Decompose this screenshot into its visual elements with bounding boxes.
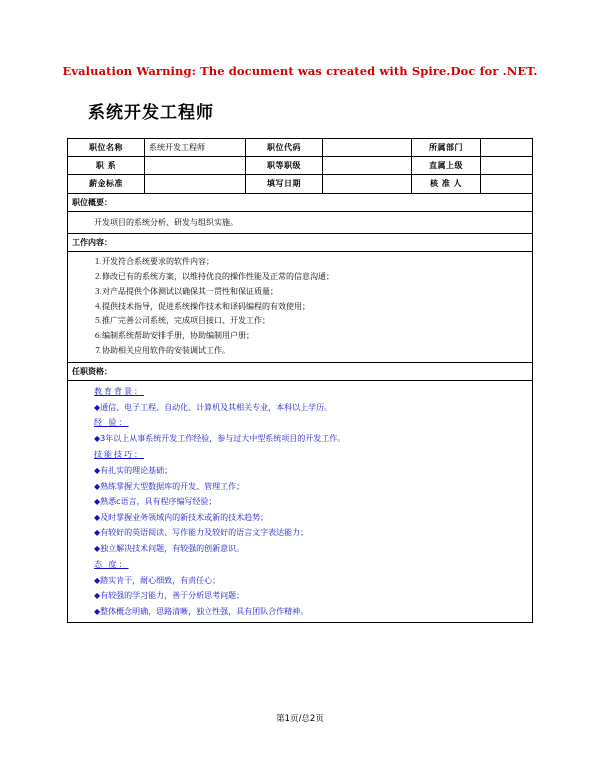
document-body: [67, 138, 533, 623]
bullet-item: ◆3年以上从事系统开发工作经验，参与过大中型系统项目的开发工作。: [94, 434, 346, 444]
section-line: ⒉修改已有的系统方案，以维持优良的操作性能及正常的信息沟通；: [94, 271, 334, 281]
field-value: [145, 157, 246, 175]
section-qualification-heading-row: [68, 362, 533, 380]
field-value: [323, 157, 412, 175]
field-value: 系统开发工程师: [145, 139, 246, 157]
bullet-item: ◆及时掌握业务领域内的新技术或新的技术趋势；: [94, 512, 269, 522]
section-duties-body-row: [68, 252, 533, 363]
field-label: 职位名称: [68, 139, 145, 157]
bullet-item: ◆熟悉c语言，具有程序编写经验；: [94, 497, 217, 507]
bullet-item: ◆独立解决技术问题，有较强的创新意识。: [94, 544, 245, 554]
field-value: [481, 139, 533, 157]
section-line: ⒍编制系统帮助安排手册，协助编制用户册；: [94, 331, 254, 341]
bullet-item: ◆有较强的学习能力，善于分析思考问题；: [94, 591, 245, 601]
section-heading: 任职资格：: [68, 362, 533, 380]
field-label: 职位代码: [246, 139, 323, 157]
field-value: [145, 175, 246, 193]
field-label: 核 准 人: [412, 175, 481, 193]
field-label: 薪金标准: [68, 175, 145, 193]
section-heading: 工作内容：: [68, 233, 533, 251]
section-qualification-body-row: [68, 380, 533, 623]
field-value: [323, 175, 412, 193]
field-label: 填写日期: [246, 175, 323, 193]
bullet-item: ◆踏实肯干，耐心细致，有责任心；: [94, 575, 221, 585]
section-body: [68, 252, 533, 363]
section-summary-body-row: [68, 211, 533, 233]
subsection-heading: 教育背景：: [94, 386, 144, 396]
section-line: ⒊对产品提供个体测试以确保其一贯性和保证质量；: [94, 286, 278, 296]
section-body: [68, 380, 533, 623]
section-heading: 职位概要：: [68, 193, 533, 211]
section-body: [68, 211, 533, 233]
bullet-item: ◆有扎实的理论基础；: [94, 466, 173, 476]
bullet-item: ◆整体概念明确，思路清晰，独立性强，具有团队合作精神。: [94, 606, 309, 616]
evaluation-warning: Evaluation Warning: The document was created with Spire.Doc for .NET.: [62, 64, 538, 78]
section-line: 开发项目的系统分析、研发与组织实施。: [94, 217, 238, 227]
section-line: ⒌推广完善公司系统，完成项目接口、开发工作；: [94, 316, 270, 326]
job-info-table: [67, 138, 533, 623]
field-label: 职等职级: [246, 157, 323, 175]
bullet-item: ◆有较好的英语阅读、写作能力及较好的语言文字表达能力；: [94, 528, 309, 538]
page-footer: 第1页/总2页: [276, 714, 324, 724]
subsection-heading: 经 验：: [94, 418, 129, 428]
field-value: [481, 175, 533, 193]
subsection-heading: 态 度：: [94, 559, 129, 569]
section-duties-heading-row: [68, 233, 533, 251]
table-row: [68, 139, 533, 157]
bullet-item: ◆熟练掌握大型数据库的开发、管理工作；: [94, 481, 245, 491]
subsection-heading: 技能技巧：: [94, 450, 144, 460]
table-row: [68, 157, 533, 175]
field-label: 所属部门: [412, 139, 481, 157]
field-value: [481, 157, 533, 175]
page-title: 系统开发工程师: [88, 103, 214, 123]
section-line: ⒎协助相关应用软件的安装调试工作。: [94, 345, 230, 355]
field-value: [323, 139, 412, 157]
bullet-item: ◆通信、电子工程、自动化、计算机及其相关专业，本科以上学历。: [94, 402, 333, 412]
section-line: ⒈开发符合系统要求的软件内容；: [94, 257, 214, 267]
section-summary-heading-row: [68, 193, 533, 211]
field-label: 职 系: [68, 157, 145, 175]
section-line: ⒋提供技术指导，促进系统操作技术和译码编程的有效使用；: [94, 301, 310, 311]
field-label: 直属上级: [412, 157, 481, 175]
table-row: [68, 175, 533, 193]
